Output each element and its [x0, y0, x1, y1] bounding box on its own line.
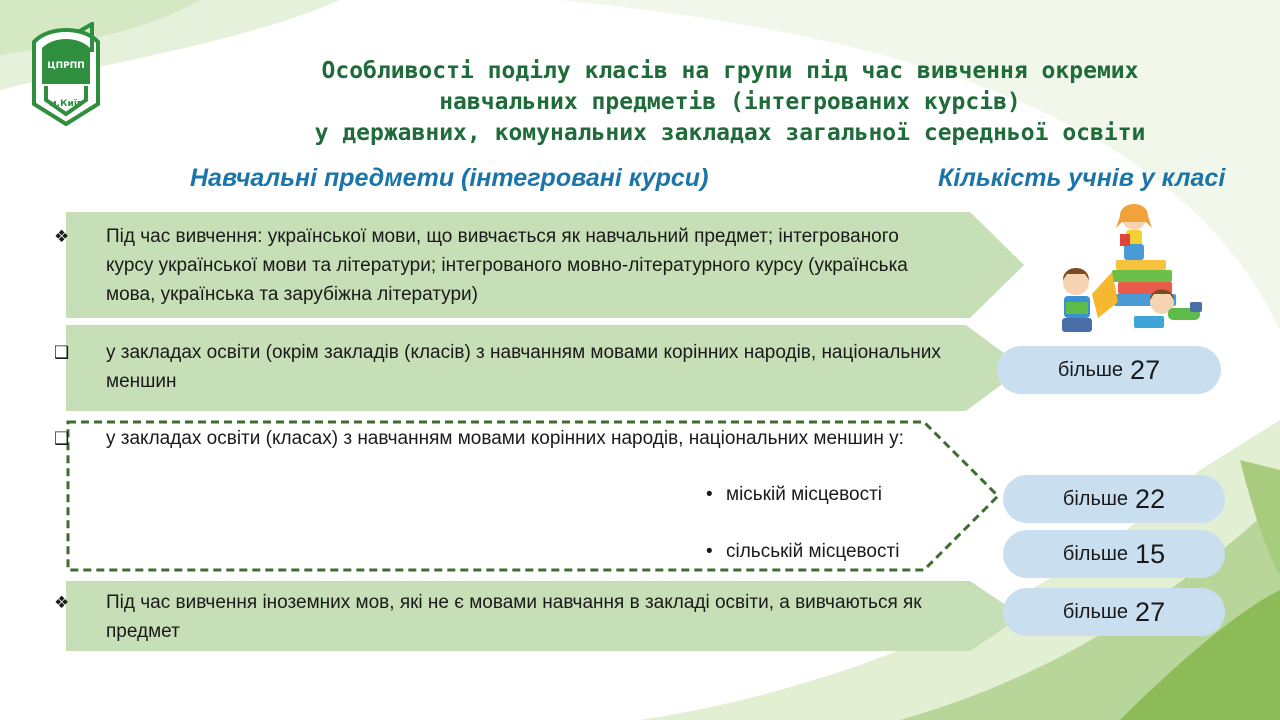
row-text-ukrainian-language [54, 222, 936, 309]
checkbox-bullet-icon: ❑ [54, 343, 70, 362]
pill-value: 15 [1135, 538, 1166, 569]
subjects-column-heading: Навчальні предмети (інтегровані курси) [190, 164, 709, 192]
diamond-bullet-icon: ❖ [54, 593, 70, 612]
count-pill-general [997, 346, 1221, 394]
bullet-urban-text: міській місцевості [726, 484, 882, 505]
count-pill-urban [1003, 475, 1225, 523]
organization-logo [28, 22, 104, 128]
row-text-minority-schools [54, 424, 958, 453]
pill-prefix: більше [1062, 542, 1129, 565]
dot-bullet-icon: • [706, 541, 713, 562]
count-pill-rural [1003, 530, 1225, 578]
student-count-column-heading: Кількість учнів у класі [938, 164, 1226, 192]
svg-text:ЦПРПП: ЦПРПП [47, 61, 85, 71]
row-2-text: у закладах освіти (окрім закладів (класів) з навчанням мовами корінних народів, національних меншин [106, 342, 941, 392]
pill-prefix: більше [1062, 487, 1129, 510]
row-4-text: Під час вивчення іноземних мов, які не є мовами навчання в закладі освіти, а вивчаються як предмет [106, 592, 922, 642]
pill-value: 27 [1130, 354, 1161, 385]
svg-text:м.Київ: м.Київ [49, 99, 83, 109]
bullet-rural-text: сільській місцевості [726, 541, 900, 562]
row-3-text: у закладах освіти (класах) з навчанням мовами корінних народів, національних меншин у: [106, 428, 904, 449]
pill-prefix: більше [1057, 358, 1124, 381]
diamond-bullet-icon: ❖ [54, 227, 70, 246]
count-pill-foreign-languages [1003, 588, 1225, 636]
dot-bullet-icon: • [706, 484, 713, 505]
slide-title [210, 56, 1250, 149]
row-text-general-schools [54, 338, 986, 396]
checkbox-bullet-icon: ❑ [54, 429, 70, 448]
title-line-2: навчальних предметів (інтегрованих курсів) [439, 89, 1021, 115]
pill-prefix: більше [1062, 600, 1129, 623]
title-line-1: Особливості поділу класів на групи під час вивчення окремих [321, 58, 1139, 84]
pill-value: 27 [1135, 596, 1166, 627]
row-text-foreign-languages [54, 588, 966, 646]
bullet-rural-area [706, 541, 899, 563]
pill-value: 22 [1135, 483, 1166, 514]
row-1-text: Під час вивчення: української мови, що вивчається як навчальний предмет; інтегрованого курсу української мови та літератури; інтегрованого мовно-літературного курсу (українська мова, українська та зарубіжна літератури) [106, 226, 908, 305]
children-reading-books-illustration [1056, 198, 1206, 340]
title-line-3: у державних, комунальних закладах загальної середньої освіти [314, 120, 1146, 146]
bullet-urban-area [706, 484, 882, 506]
